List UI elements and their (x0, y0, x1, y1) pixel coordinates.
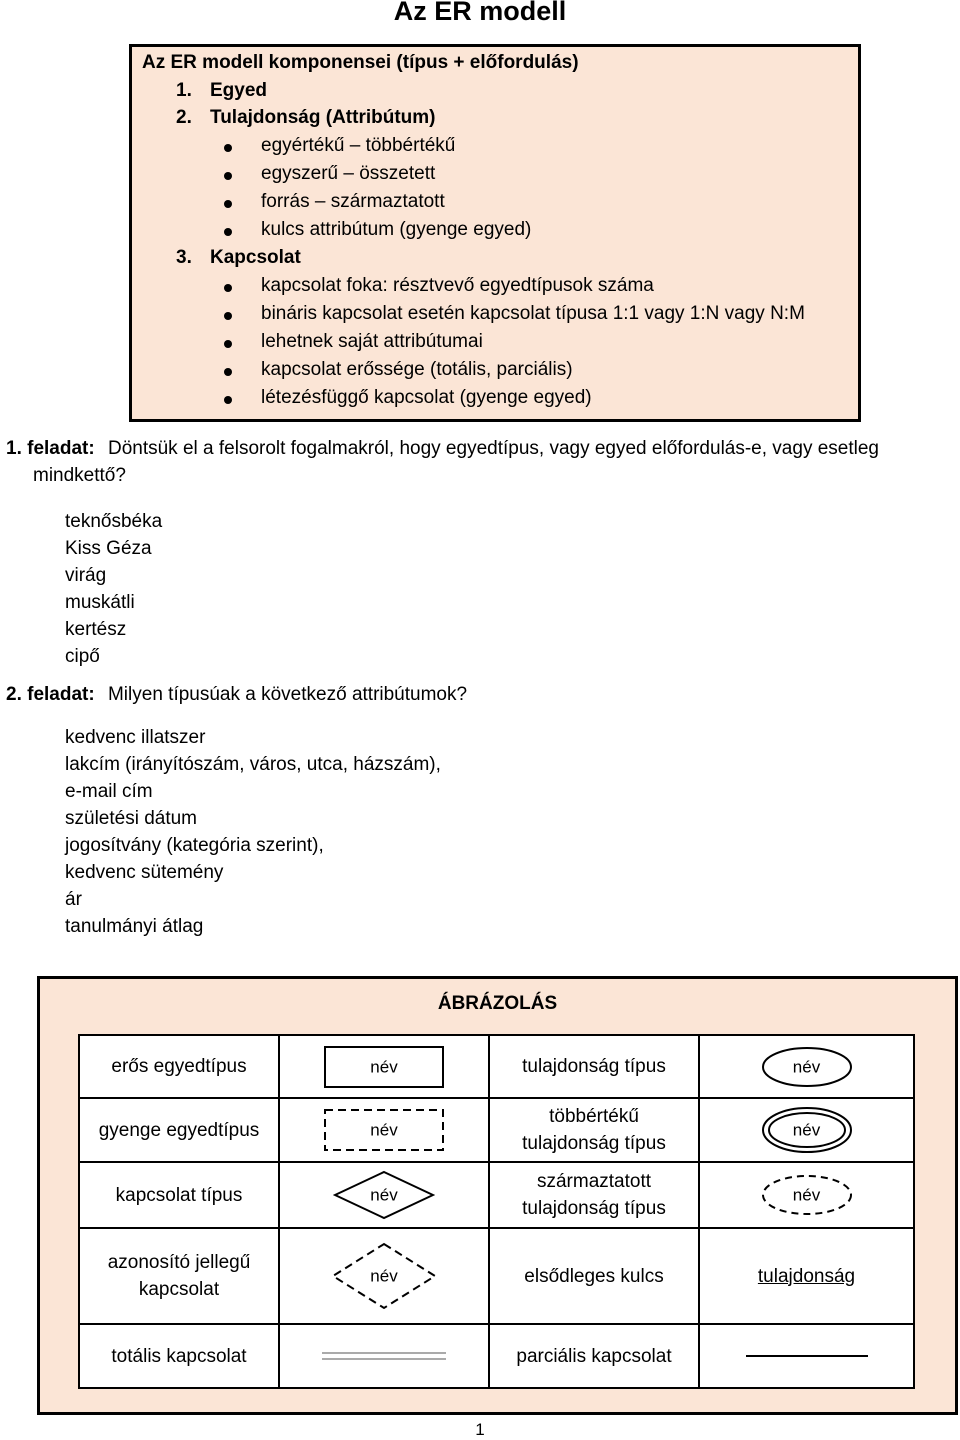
attribute-shape (699, 1035, 914, 1098)
relationship-shape (279, 1162, 489, 1228)
item-number: 3. (176, 247, 192, 268)
list-item: e-mail cím (65, 781, 153, 802)
item-tulajdonsag (176, 107, 436, 129)
list-item: kedvenc illatszer (65, 727, 206, 748)
list-item: lakcím (irányítószám, város, utca, házszám), (65, 754, 441, 775)
table-row (79, 1035, 914, 1098)
list-item: cipő (65, 646, 100, 667)
strong-entity-shape (279, 1035, 489, 1098)
item-number: 2. (176, 107, 192, 128)
bullet-icon (224, 396, 232, 404)
page-title: Az ER modell (393, 0, 567, 26)
shape-label: név (370, 1185, 398, 1205)
multivalued-attribute-shape (699, 1098, 914, 1162)
table-row (79, 1324, 914, 1388)
notation-label: totális kapcsolat (79, 1324, 279, 1388)
shape-label: név (792, 1120, 821, 1140)
partial-participation-line (699, 1324, 914, 1388)
notation-label: kapcsolat típus (79, 1162, 279, 1228)
list-item: virág (65, 565, 107, 586)
page-number: 1 (475, 1420, 485, 1439)
item-number: 1. (176, 80, 192, 101)
task-text-cont: mindkettő? (33, 465, 126, 486)
item-kapcsolat (176, 247, 301, 269)
list-item: kedvenc sütemény (65, 862, 224, 883)
shape-label: név (792, 1057, 821, 1076)
notation-label: parciális kapcsolat (489, 1324, 699, 1388)
primary-key-example (699, 1228, 914, 1324)
list-item: Kiss Géza (65, 538, 152, 559)
task-label: 2. feladat: (6, 684, 95, 705)
list-item: jogosítvány (kategória szerint), (65, 835, 324, 856)
list-item: kertész (65, 619, 127, 640)
components-heading: Az ER modell komponensei (típus + előfordulás) (142, 52, 579, 73)
notation-title: ÁBRÁZOLÁS (437, 993, 558, 1014)
bullet-icon (224, 144, 232, 152)
bullet-icon (224, 312, 232, 320)
notation-label: erős egyedtípus (79, 1035, 279, 1098)
task-text: Döntsük el a felsorolt fogalmakról, hogy egyedtípus, vagy egyed előfordulás-e, vagy esetleg (107, 438, 879, 459)
bullet-icon (224, 284, 232, 292)
task-text: Milyen típusúak a következő attribútumok? (107, 684, 468, 705)
bullet-text: létezésfüggő kapcsolat (gyenge egyed) (261, 387, 592, 408)
table-row (79, 1162, 914, 1228)
bullet-icon (224, 340, 232, 348)
list-item: tanulmányi átlag (65, 916, 204, 937)
bullet-text: kapcsolat foka: résztvevő egyedtípusok száma (261, 275, 654, 296)
weak-entity-shape (279, 1098, 489, 1162)
item-egyed (176, 80, 267, 102)
task-label: 1. feladat: (6, 438, 95, 459)
notation-label: azonosító jellegű kapcsolat (79, 1228, 279, 1324)
bullet-icon (224, 172, 232, 180)
task-1 (6, 438, 879, 487)
task-2 (6, 684, 467, 706)
bullet-text: egyszerű – összetett (261, 163, 436, 184)
list-item: teknősbéka (65, 511, 163, 532)
item-label: Egyed (210, 80, 268, 101)
notation-label: elsődleges kulcs (489, 1228, 699, 1324)
components-box (129, 44, 861, 422)
bullet-icon (224, 368, 232, 376)
list-item: ár (65, 889, 82, 910)
shape-label: név (370, 1057, 398, 1076)
bullet-text: egyértékű – többértékű (261, 135, 456, 156)
bullet-text: lehetnek saját attribútumai (261, 331, 483, 352)
bullet-text: bináris kapcsolat esetén kapcsolat típusa 1:1 vagy 1:N vagy N:M (261, 303, 805, 324)
table-row (79, 1098, 914, 1162)
notation-label: többértékű tulajdonság típus (489, 1098, 699, 1162)
shape-label: név (370, 1120, 398, 1140)
list-item: muskátli (65, 592, 135, 613)
notation-label: tulajdonság típus (489, 1035, 699, 1098)
notation-table (78, 1034, 915, 1389)
bullet-text: kapcsolat erőssége (totális, parciális) (261, 359, 573, 380)
primary-key-label: tulajdonság (757, 1265, 856, 1287)
shape-label: név (792, 1185, 821, 1205)
notation-box (37, 976, 958, 1415)
notation-label: gyenge egyedtípus (79, 1098, 279, 1162)
table-row (79, 1228, 914, 1324)
notation-label: származtatott tulajdonság típus (489, 1162, 699, 1228)
bullet-text: forrás – származtatott (261, 191, 445, 212)
bullet-icon (224, 200, 232, 208)
list-item: születési dátum (65, 808, 198, 829)
bullet-text: kulcs attribútum (gyenge egyed) (261, 219, 532, 240)
derived-attribute-shape (699, 1162, 914, 1228)
item-label: Kapcsolat (210, 247, 301, 268)
item-label: Tulajdonság (Attribútum) (210, 107, 436, 128)
bullet-icon (224, 228, 232, 236)
total-participation-line (279, 1324, 489, 1388)
identifying-relationship-shape (279, 1228, 489, 1324)
shape-label: név (370, 1266, 398, 1286)
